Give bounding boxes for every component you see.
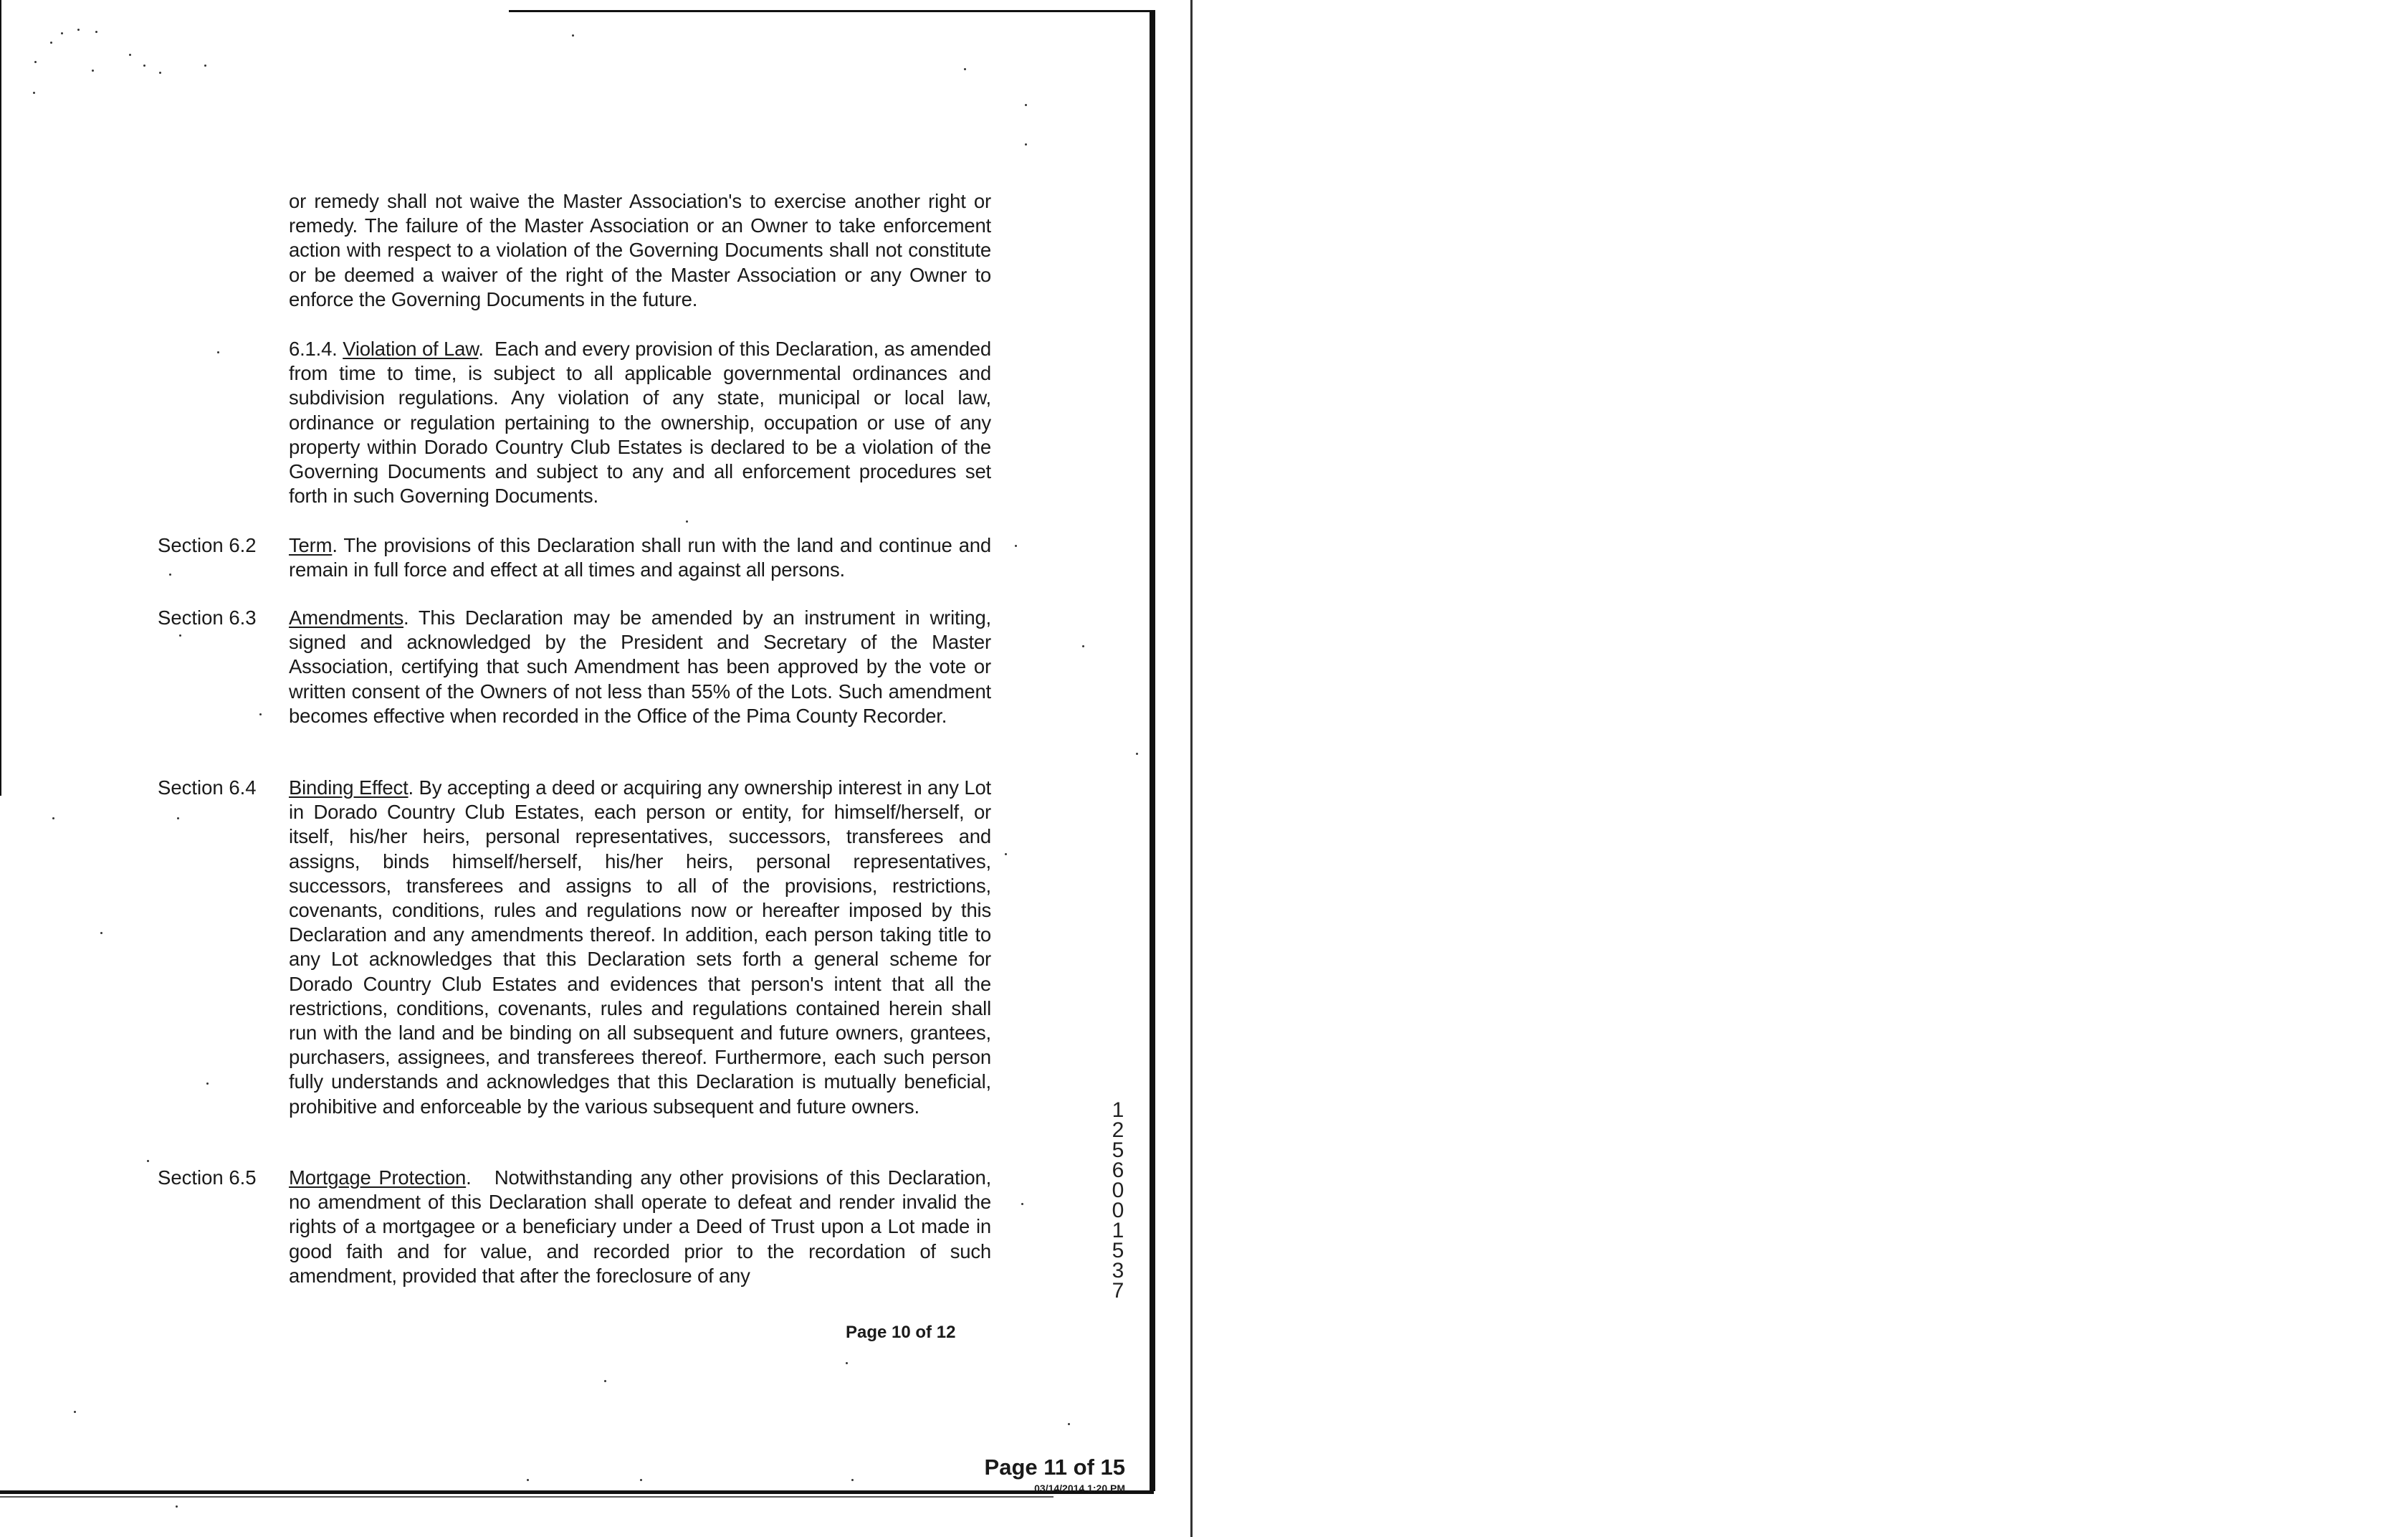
scan-speck: [143, 65, 145, 67]
scan-speck: [206, 1082, 209, 1085]
scan-speck: [77, 29, 80, 31]
scan-speck: [846, 1362, 848, 1364]
section-label: Section 6.3: [158, 606, 257, 629]
scan-speck: [217, 351, 219, 353]
inner-page-number: Page 10 of 12: [846, 1323, 956, 1342]
section-body: Notwithstanding any other provisions of this Declaration, no amendment of this Declaration shall operate to defeat and render invalid the rights of a mortgagee or a beneficiary under a Deed of Trust upon a Lot made in good faith and for value, and recorded prior to the recordation of such amendment, provided that after the foreclosure of any: [289, 1166, 992, 1287]
scan-speck: [1025, 104, 1027, 106]
scan-speck: [147, 1160, 149, 1162]
section-heading: Mortgage Protection: [289, 1166, 467, 1189]
scan-speck: [1005, 853, 1007, 855]
scan-speck: [92, 70, 94, 72]
scan-speck: [177, 817, 179, 819]
subsection-number: 6.1.4.: [289, 338, 338, 360]
scan-speck: [1136, 753, 1138, 755]
scan-speck: [686, 520, 688, 523]
scan-speck: [204, 65, 206, 67]
recording-digit: 1: [1112, 1098, 1124, 1122]
recording-digit: 0: [1112, 1199, 1124, 1222]
scan-speck: [52, 817, 54, 819]
subsection-6-1-4: 6.1.4. Violation of Law. Each and every provision of this Declaration, as amended from time to time, is subject to all applicable governmental ordinances and subdivision regulations. Any violation of any state, municipal or local law, ordinance or regulation pertaining to the ownership, occupation or use of any property within Dorado Country Club Estates is declared to be a violation of the Governing Documents and subject to any and all enforcement procedures set forth in such Governing Documents.: [289, 338, 991, 508]
section-body: The provisions of this Declaration shall run with the land and continue and remain in full force and effect at all times and against all persons.: [289, 534, 991, 581]
scan-speck: [572, 34, 574, 37]
scan-page-divider: [1190, 0, 1193, 1537]
recording-digit: 5: [1112, 1239, 1124, 1262]
outer-page-number: Page 11 of 15: [984, 1455, 1125, 1480]
section-6-2: Term. The provisions of this Declaration shall run with the land and continue and remain in full force and effect at all times and against all persons.: [289, 534, 991, 581]
scan-speck: [1082, 645, 1084, 647]
continued-paragraph: or remedy shall not waive the Master Association's to exercise another right or remedy. The failure of the Master Association or an Owner to take enforcement action with respect to a violation of the Governing Documents shall not constitute or be deemed a waiver of the right of the Master Association or any Owner to enforce the Governing Documents in the future.: [289, 190, 991, 310]
scan-speck: [604, 1380, 606, 1382]
recording-digit: 7: [1112, 1279, 1124, 1303]
scan-speck: [1015, 545, 1017, 547]
scan-speck: [129, 54, 131, 56]
recording-digit: 2: [1112, 1118, 1124, 1142]
scan-speck: [95, 31, 97, 33]
scan-right-border: [1150, 10, 1155, 1491]
scan-speck: [159, 72, 161, 74]
scan-speck: [33, 92, 35, 94]
recording-digit: 5: [1112, 1138, 1124, 1162]
section-heading: Binding Effect: [289, 776, 408, 799]
scan-speck: [61, 32, 63, 34]
scan-speck: [1068, 1423, 1070, 1425]
subsection-body: Each and every provision of this Declaration, as amended from time to time, is subject to all applicable governmental ordinances and subdivision regulations. Any violation of any state, municipal or local law, ordinance or regulation pertaining to the ownership, occupation or use of any property within Dorado Country Club Estates is declared to be a violation of the Governing Documents and subject to any and all enforcement procedures set forth in such Governing Documents.: [289, 338, 991, 508]
scan-speck: [34, 61, 37, 63]
section-6-5: Mortgage Protection. Notwithstanding any other provisions of this Declaration, no amendment of this Declaration shall operate to defeat and render invalid the rights of a mortgagee or a beneficiary under a Deed of Trust upon a Lot made in good faith and for value, and recorded prior to the recordation of such amendment, provided that after the foreclosure of any: [289, 1166, 992, 1287]
scan-speck: [640, 1479, 642, 1481]
recording-digit: 1: [1112, 1219, 1124, 1242]
section-heading: Term: [289, 534, 333, 556]
scan-bottom-border-thin: [0, 1496, 1054, 1498]
subsection-heading: Violation of Law: [343, 338, 479, 360]
scan-speck: [1021, 1203, 1023, 1205]
scan-speck: [50, 42, 52, 44]
scan-speck: [964, 68, 966, 70]
scan-top-border: [509, 10, 1154, 12]
section-heading: Amendments: [289, 606, 404, 629]
section-6-4: Binding Effect. By accepting a deed or acquiring any ownership interest in any Lot in Dorado Country Club Estates, each person or entity, for himself/herself, or itself, his/her heirs, personal representatives, successors, transferees and assigns, binds himself/herself, his/her heirs, personal representatives, successors, transferees and assigns to all of the provisions, restrictions, covenants, conditions, rules and regulations now or hereafter imposed by this Declaration and any amendments thereof. In addition, each person taking title to any Lot acknowledges that this Declaration sets forth a general scheme for Dorado Country Club Estates and evidences that person's intent that all the restrictions, conditions, covenants, rules and regulations contained herein shall run with the land and be binding on all subsequent and future owners, grantees, purchasers, assignees, and transferees thereof. Furthermore, each such person fully understands and acknowledges that this Declaration is mutually beneficial, prohibitive and enforceable by the various subsequent and future owners.: [289, 776, 991, 1118]
section-label: Section 6.2: [158, 534, 257, 556]
recording-digit: 0: [1112, 1179, 1124, 1202]
recording-timestamp: 03/14/2014 1:20 PM: [1034, 1483, 1125, 1494]
scan-speck: [169, 574, 171, 576]
recording-number: [1104, 1100, 1132, 1301]
section-label: Section 6.4: [158, 776, 257, 799]
scan-speck: [527, 1479, 529, 1481]
scan-speck: [851, 1479, 854, 1481]
section-label: Section 6.5: [158, 1166, 257, 1189]
scan-speck: [1025, 143, 1027, 146]
scan-left-border: [0, 0, 1, 796]
recording-digit: 6: [1112, 1158, 1124, 1182]
section-6-3: Amendments. This Declaration may be amended by an instrument in writing, signed and acknowledged by the President and Secretary of the Master Association, certifying that such Amendment has been approved by the vote or written consent of the Owners of not less than 55% of the Lots. Such amendment becomes effective when recorded in the Office of the Pima County Recorder.: [289, 606, 991, 727]
recording-digit: 3: [1112, 1259, 1124, 1283]
section-body: By accepting a deed or acquiring any ownership interest in any Lot in Dorado Country Club Estates, each person or entity, for himself/herself, or itself, his/her heirs, personal representatives, successors, transferees and assigns, binds himself/herself, his/her heirs, personal representatives, successors, transferees and assigns to all of the provisions, restrictions, covenants, conditions, rules and regulations now or hereafter imposed by this Declaration and any amendments thereof. In addition, each person taking title to any Lot acknowledges that this Declaration sets forth a general scheme for Dorado Country Club Estates and evidences that person's intent that all the restrictions, conditions, covenants, rules and regulations contained herein shall run with the land and be binding on all subsequent and future owners, grantees, purchasers, assignees, and transferees thereof. Furthermore, each such person fully understands and acknowledges that this Declaration is mutually beneficial, prohibitive and enforceable by the various subsequent and future owners.: [289, 776, 991, 1118]
scan-speck: [179, 634, 181, 637]
section-body: This Declaration may be amended by an instrument in writing, signed and acknowledged by the President and Secretary of the Master Association, certifying that such Amendment has been approved by the vote or written consent of the Owners of not less than 55% of the Lots. Such amendment becomes effective when recorded in the Office of the Pima County Recorder.: [289, 606, 991, 727]
scan-speck: [176, 1505, 178, 1508]
scan-speck: [100, 932, 102, 934]
scan-speck: [74, 1411, 76, 1413]
scan-speck: [259, 713, 262, 715]
